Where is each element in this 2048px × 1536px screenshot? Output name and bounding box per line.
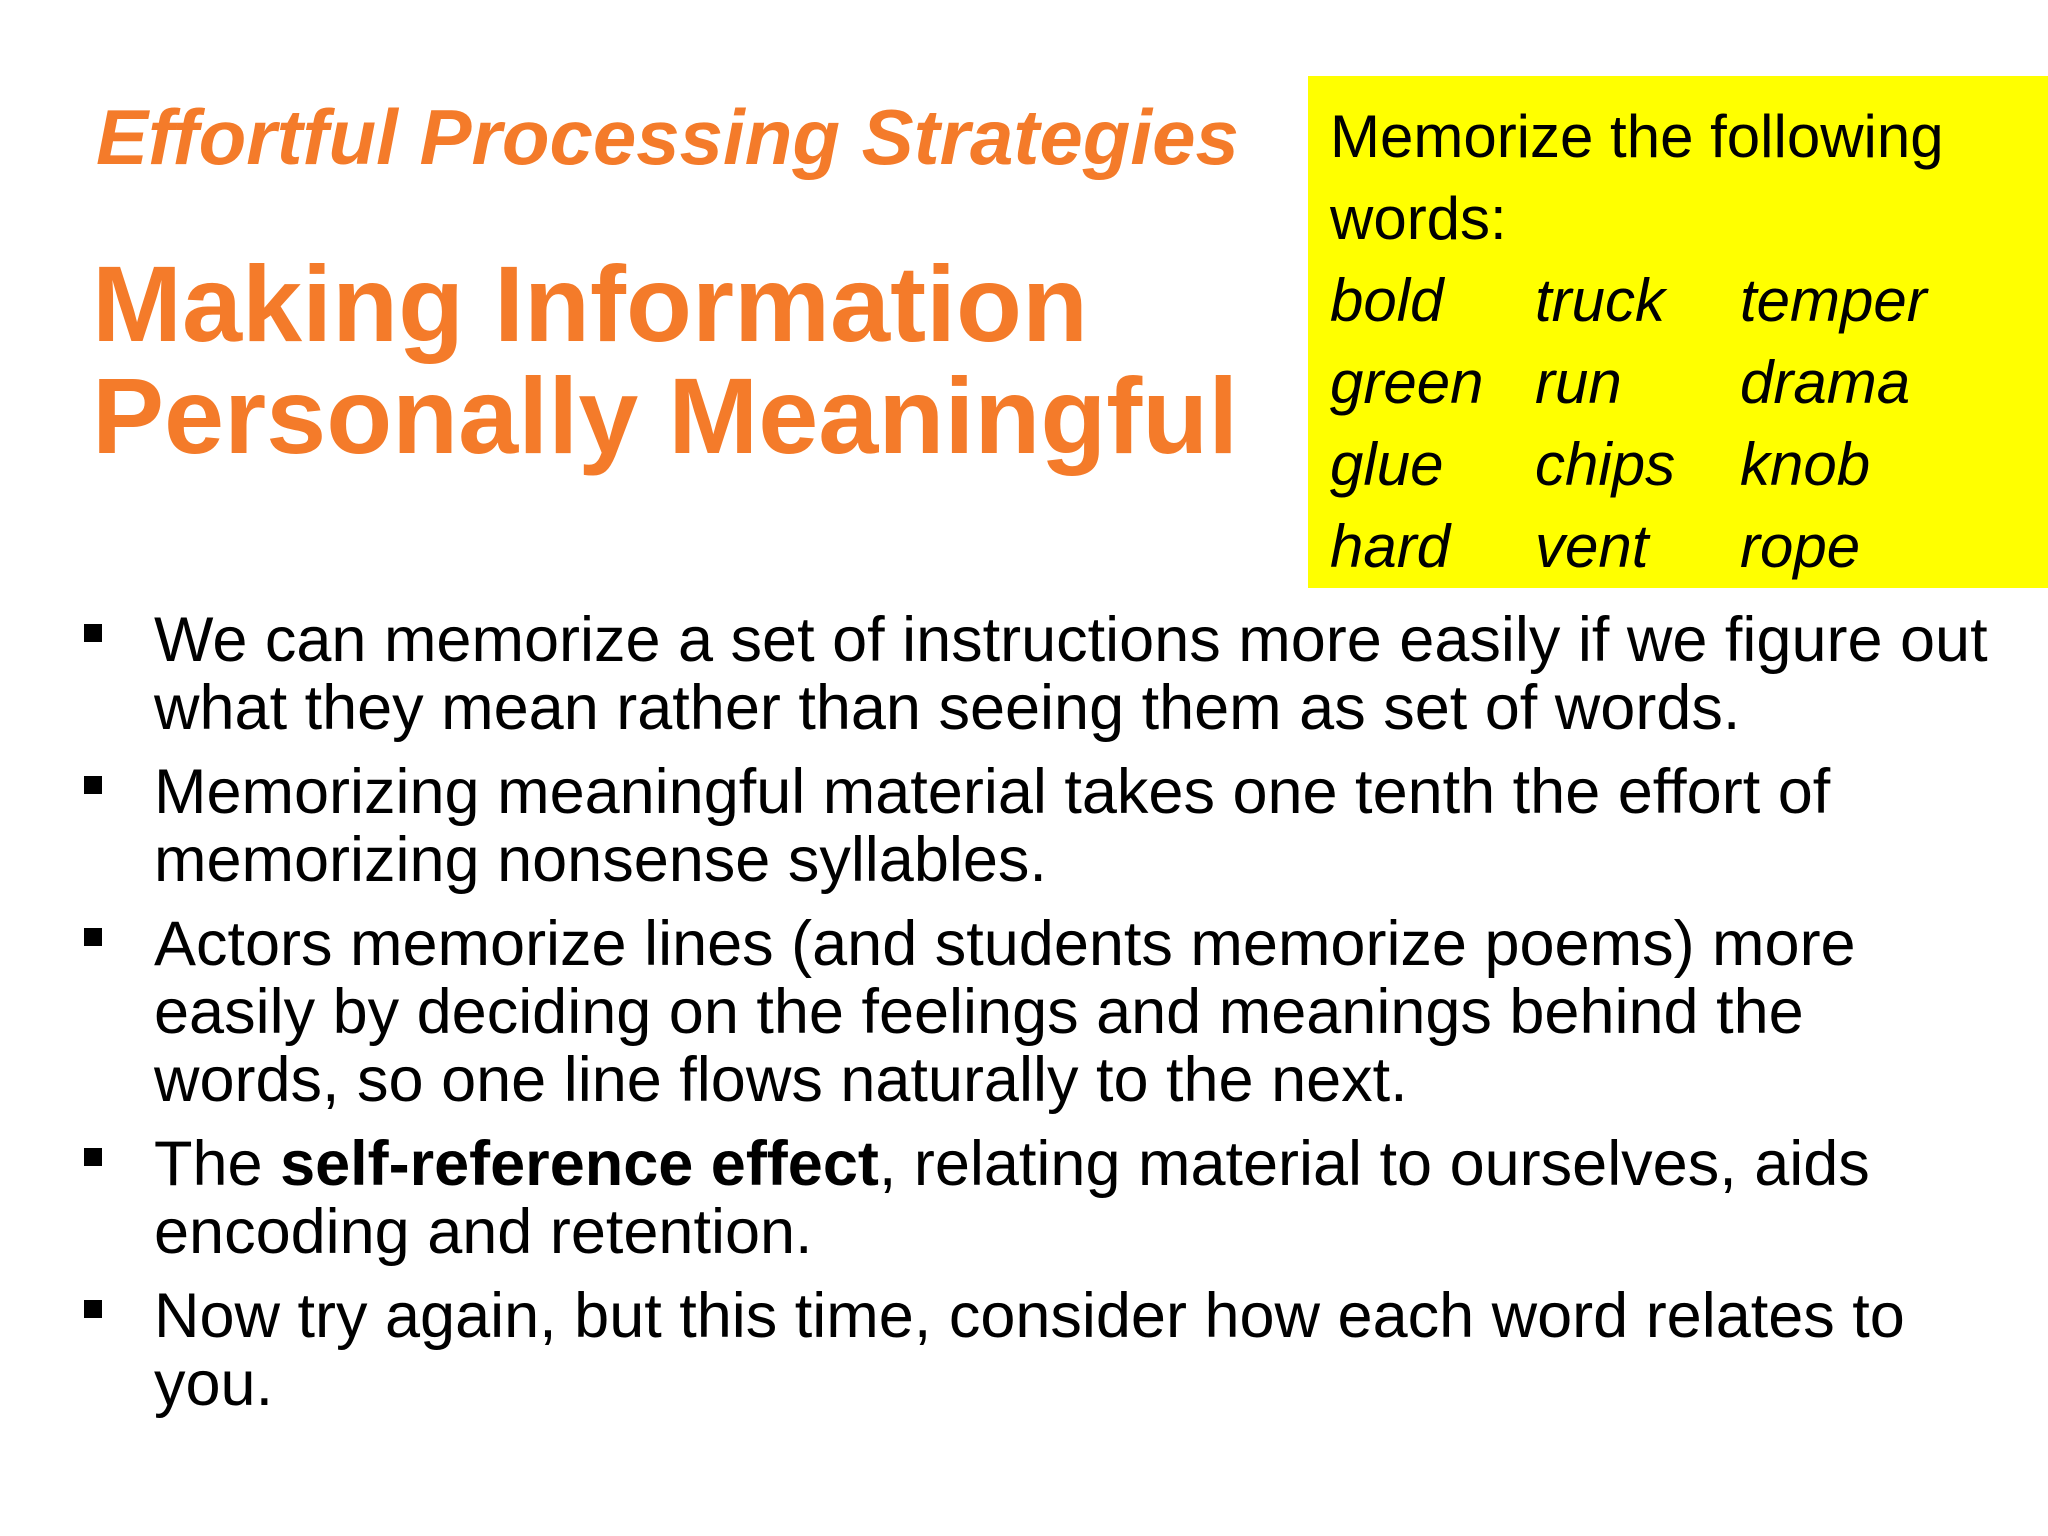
- word-item: knob: [1740, 431, 1871, 498]
- word-item: drama: [1740, 349, 1911, 416]
- bullet-text-prefix: The: [154, 1129, 281, 1199]
- word-item: truck: [1535, 267, 1666, 334]
- word-item: run: [1535, 349, 1622, 416]
- bullet-item: [78, 606, 1998, 742]
- square-bullet-icon: [84, 928, 102, 946]
- word-item: temper: [1740, 267, 1927, 334]
- square-bullet-icon: [84, 1300, 102, 1318]
- word-item: vent: [1535, 513, 1649, 580]
- slide-title: [92, 243, 1239, 476]
- word-item: chips: [1535, 431, 1676, 498]
- bullet-text: Memorizing meaningful material takes one tenth the effort of memorizing nonsense syllables.: [154, 757, 1831, 895]
- square-bullet-icon: [84, 1148, 102, 1166]
- bullet-item: [78, 1130, 1998, 1266]
- bullet-text: We can memorize a set of instructions more easily if we figure out what they mean rather than seeing them as set of words.: [154, 605, 1988, 743]
- word-item: rope: [1740, 513, 1861, 580]
- word-item: glue: [1330, 431, 1444, 498]
- square-bullet-icon: [84, 624, 102, 642]
- bullet-text-suffix: , relating material to ourselves, aids encoding and retention.: [154, 1129, 1870, 1267]
- bullet-text: Actors memorize lines (and students memorize poems) more easily by deciding on the feelings and meanings behind the words, so one line flows naturally to the next.: [154, 909, 1856, 1115]
- word-box-heading: Memorize the following words:: [1330, 103, 1944, 252]
- slide-title-line-1: Making Information: [92, 243, 1088, 364]
- word-item: green: [1330, 349, 1484, 416]
- bullet-item: [78, 910, 1998, 1114]
- slide-title-line-2: Personally Meaningful: [92, 355, 1239, 476]
- bullet-text: Now try again, but this time, consider how each word relates to you.: [154, 1281, 1905, 1419]
- square-bullet-icon: [84, 776, 102, 794]
- bullet-item: [78, 1282, 1998, 1418]
- word-grid: [1330, 260, 2048, 588]
- memorize-word-box: [1308, 76, 2048, 588]
- word-item: hard: [1330, 513, 1451, 580]
- word-item: bold: [1330, 267, 1444, 334]
- slide-subtitle: Effortful Processing Strategies: [96, 93, 1239, 181]
- self-reference-effect-term: self-reference effect: [280, 1129, 879, 1199]
- bullet-item: [78, 758, 1998, 894]
- bullet-list: [78, 606, 1998, 1434]
